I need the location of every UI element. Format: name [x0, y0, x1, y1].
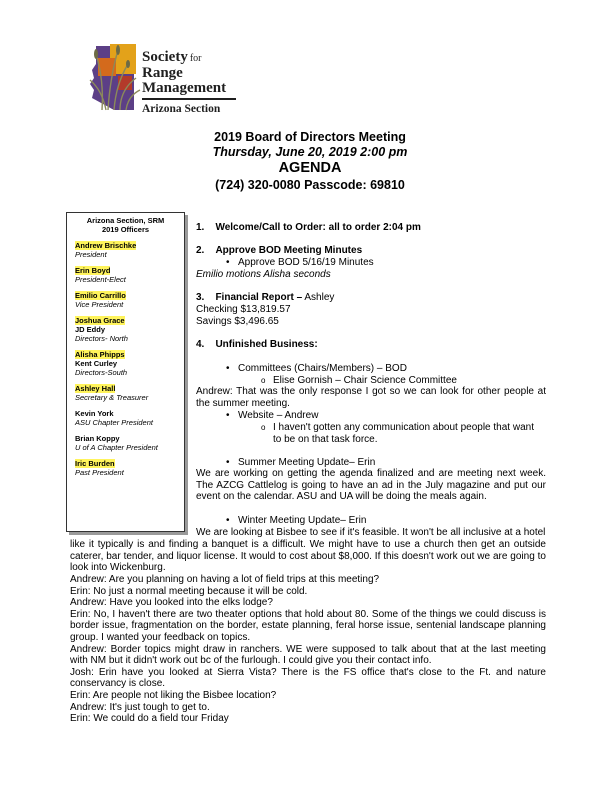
officer-entry	[75, 384, 184, 402]
officer-name-secondary: Kent Curley	[75, 359, 118, 368]
officer-role: Past President	[75, 468, 124, 477]
logo-line-range: Range	[142, 65, 183, 81]
checking-balance: Checking $13,819.57	[196, 304, 291, 315]
officers-box	[66, 212, 185, 532]
officers-box-title-line1: Arizona Section, SRM	[86, 216, 165, 225]
officer-role: U of A Chapter President	[75, 443, 158, 452]
officer-role: President	[75, 250, 107, 259]
logo-wordmark	[142, 50, 236, 117]
summer-meeting-text: We are working on getting the agenda finalized and are meeting next week. The AZCG Cattlelog is going to have an ad in the July magazine and put our event on the calendar. ASU and UA will be doing the meals again.	[196, 468, 546, 503]
agenda-heading: AGENDA	[278, 160, 342, 176]
discussion-line: Erin: No, I haven't there are two theater options that hold about 80. Some of the things we could discuss is border issue, fragmentation on the border, estate planning, feral horse issue, sentenial landscape planning group. I wanted your feedback on topics.	[70, 608, 546, 643]
logo-line-society: Society	[142, 49, 188, 65]
agenda-item-1: 1. Welcome/Call to Order: all to order 2:04 pm	[196, 222, 421, 233]
agenda-item-2-bullet: • Approve BOD 5/16/19 Minutes	[238, 257, 374, 269]
agenda-item-3-who: Ashley	[302, 292, 335, 303]
officer-name: Iric Burden	[75, 459, 115, 468]
meeting-title: 2019 Board of Directors Meeting	[214, 130, 406, 144]
savings-balance: Savings $3,496.65	[196, 316, 279, 327]
officer-entry	[75, 350, 184, 377]
website-sub-item: o I haven't gotten any communication about people that want to be on that task force.	[273, 422, 543, 445]
discussion-line: Erin: We could do a field tour Friday	[70, 713, 229, 725]
agenda-item-2: 2. Approve BOD Meeting Minutes	[196, 245, 363, 256]
officer-role: Directors- North	[75, 334, 128, 343]
winter-meeting-text-first: We are looking at Bisbee to see if it's feasible. It won't be all inclusive at a hotel	[196, 527, 546, 538]
officer-name-secondary: JD Eddy	[75, 325, 106, 334]
agenda-item-3-label: 3. Financial Report –	[196, 292, 303, 303]
officers-box-title-line2: 2019 Officers	[101, 225, 150, 234]
officer-name: Emilio Carrillo	[75, 291, 126, 300]
logo-line-for: for	[189, 53, 202, 64]
committees-bullet: • Committees (Chairs/Members) – BOD	[238, 363, 407, 375]
discussion-block	[70, 574, 546, 725]
officer-entry	[75, 459, 184, 477]
officer-role: President-Elect	[75, 275, 126, 284]
officer-role: Vice President	[75, 300, 124, 309]
agenda-item-3	[196, 292, 334, 304]
agenda-item-4: 4. Unfinished Business:	[196, 339, 318, 350]
phone-passcode: (724) 320-0080 Passcode: 69810	[215, 178, 405, 192]
winter-meeting-bullet: • Winter Meeting Update– Erin	[238, 515, 366, 527]
officer-entry	[75, 434, 184, 452]
discussion-line: Andrew: It's just tough to get to.	[70, 701, 210, 713]
officer-entry	[75, 291, 184, 309]
officer-entry	[75, 409, 184, 427]
officer-name: Ashley Hall	[75, 384, 116, 393]
meeting-date: Thursday, June 20, 2019 2:00 pm	[212, 145, 408, 159]
officer-entry	[75, 241, 184, 259]
officer-name: Alisha Phipps	[75, 350, 125, 359]
meeting-header	[150, 130, 470, 193]
winter-meeting-text-rest: like it typically is and finding a banquet is a difficult. We might have to use a church then get an outside caterer, bar tender, and liquor license. It would to cost about $8,000. If this doesn't work out we are going to look into Wickenburg.	[70, 539, 546, 574]
officer-role: Directors-South	[75, 368, 128, 377]
andrew-committee-note: Andrew: That was the only response I got so we can look for other people at the summer meeting.	[196, 386, 546, 409]
officer-name: Kevin York	[75, 409, 114, 418]
officer-name: Erin Boyd	[75, 266, 111, 275]
discussion-line: Andrew: Border topics might draw in ranchers. WE were supposed to talk about that at the last meeting with NM but it didn't work out bc of the furlough. I could give you their contact info.	[70, 643, 546, 667]
summer-meeting-bullet: • Summer Meeting Update– Erin	[238, 457, 375, 469]
discussion-line: Erin: Are people not liking the Bisbee location?	[70, 689, 277, 701]
discussion-line: Andrew: Have you looked into the elks lodge?	[70, 597, 273, 609]
committee-sub-item: o Elise Gornish – Chair Science Committee	[273, 375, 457, 387]
officer-entry	[75, 316, 184, 343]
discussion-line: Josh: Erin have you looked at Sierra Vista? There is the FS office that's close to the Ft. and nature conservancy is close.	[70, 666, 546, 690]
logo-rule	[142, 98, 236, 100]
officer-name: Joshua Grace	[75, 316, 125, 325]
agenda-item-2-motion: Emilio motions Alisha seconds	[196, 269, 331, 280]
discussion-line: Andrew: Are you planning on having a lot of field trips at this meeting?	[70, 574, 380, 585]
officers-box-title	[67, 216, 184, 234]
officer-name: Andrew Brischke	[75, 241, 137, 250]
officer-role: ASU Chapter President	[75, 418, 153, 427]
logo-line-management: Management	[142, 80, 227, 96]
discussion-line: Erin: No just a normal meeting because it will be cold.	[70, 585, 308, 597]
officer-name: Brian Koppy	[75, 434, 120, 443]
website-bullet: • Website – Andrew	[238, 410, 318, 422]
officer-entry	[75, 266, 184, 284]
officer-role: Secretary & Treasurer	[75, 393, 149, 402]
logo-line-arizona-section: Arizona Section	[142, 103, 221, 115]
